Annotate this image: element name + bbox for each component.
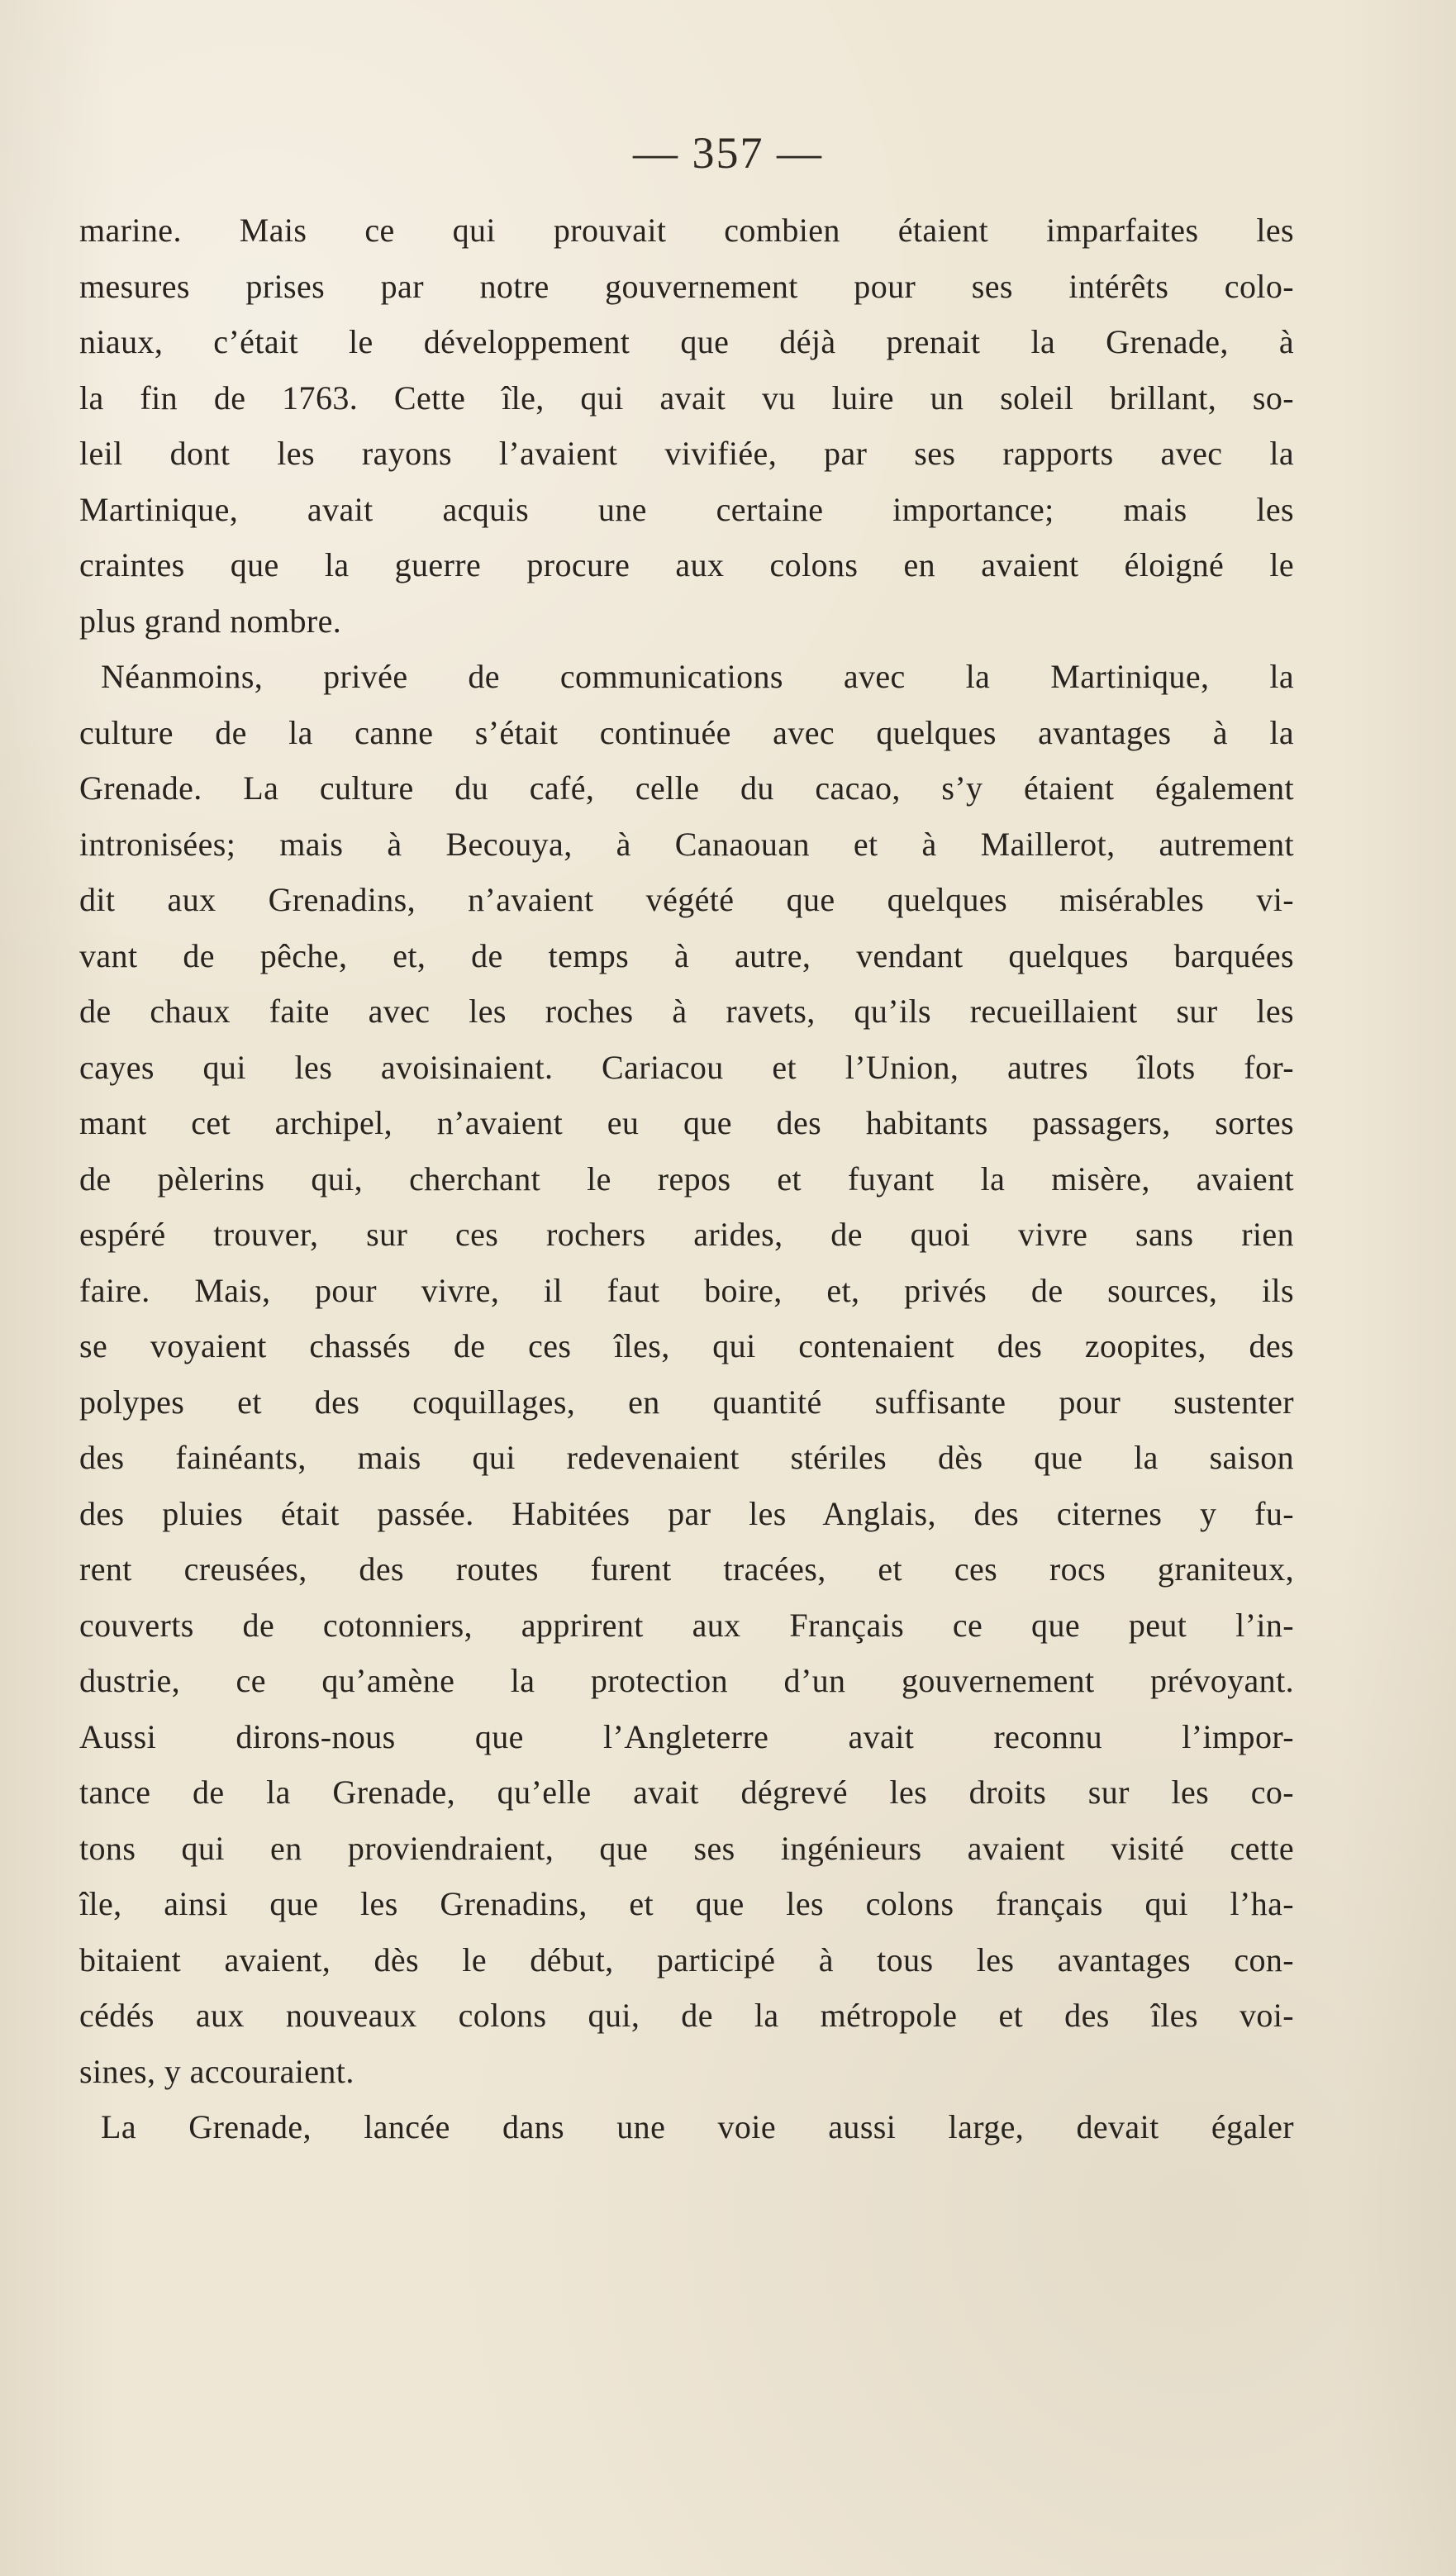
text-line: plus grand nombre. (79, 602, 342, 640)
text-line: se voyaient chassés de ces îles, qui contenaient des zoopites, des (79, 1327, 1294, 1364)
text-line: bitaient avaient, dès le début, participé à tous les avantages con- (79, 1940, 1294, 1978)
text-line: rent creusées, des routes furent tracées, et ces rocs graniteux, (79, 1550, 1294, 1588)
text-line: Néanmoins, privée de communications avec la Martinique, la (101, 658, 1294, 695)
text-line: cédés aux nouveaux colons qui, de la métropole et des îles voi- (79, 1997, 1294, 2034)
text-line: cayes qui les avoisinaient. Cariacou et l’Union, autres îlots for- (79, 1048, 1294, 1086)
text-line: tance de la Grenade, qu’elle avait dégrevé les droits sur les co- (79, 1774, 1294, 1811)
text-line: sines, y accouraient. (79, 2052, 354, 2090)
text-line: culture de la canne s’était continuée avec quelques avantages à la (79, 713, 1294, 751)
text-line: des pluies était passée. Habitées par les Anglais, des citernes y fu- (79, 1494, 1294, 1532)
text-line: Aussi dirons-nous que l’Angleterre avait reconnu l’impor- (79, 1717, 1294, 1755)
page-number: — 357 — (633, 128, 823, 178)
text-line: La Grenade, lancée dans une voie aussi large, devait égaler (101, 2108, 1294, 2145)
text-line: niaux, c’était le développement que déjà prenait la Grenade, à (79, 323, 1294, 360)
text-line: mant cet archipel, n’avaient eu que des habitants passagers, sortes (79, 1104, 1294, 1141)
text-line: polypes et des coquillages, en quantité suffisante pour sustenter (79, 1383, 1294, 1421)
body-text (79, 202, 1294, 2155)
text-line: leil dont les rayons l’avaient vivifiée, par ses rapports avec la (79, 435, 1294, 472)
text-line: mesures prises par notre gouvernement pour ses intérêts colo- (79, 267, 1294, 305)
text-line: des fainéants, mais qui redevenaient stériles dès que la saison (79, 1439, 1294, 1476)
text-line: dit aux Grenadins, n’avaient végété que quelques misérables vi- (79, 881, 1294, 918)
text-line: de pèlerins qui, cherchant le repos et fuyant la misère, avaient (79, 1159, 1294, 1198)
text-line: tons qui en proviendraient, que ses ingénieurs avaient visité cette (79, 1829, 1294, 1867)
text-line: de chaux faite avec les roches à ravets, qu’ils recueillaient sur les (79, 993, 1294, 1030)
text-line: faire. Mais, pour vivre, il faut boire, et, privés de sources, ils (79, 1271, 1294, 1309)
text-line: vant de pêche, et, de temps à autre, vendant quelques barquées (79, 936, 1294, 974)
text-line: Grenade. La culture du café, celle du cacao, s’y étaient également (79, 769, 1294, 807)
text-line: couverts de cotonniers, apprirent aux Français ce que peut l’in- (79, 1606, 1294, 1644)
text-line: craintes que la guerre procure aux colons en avaient éloigné le (79, 546, 1294, 583)
text-line: île, ainsi que les Grenadins, et que les colons français qui l’ha- (79, 1885, 1294, 1922)
text-line: la fin de 1763. Cette île, qui avait vu luire un soleil brillant, so- (79, 379, 1294, 417)
text-line: intronisées; mais à Becouya, à Canaouan et à Maillerot, autrement (79, 825, 1294, 863)
text-line: espéré trouver, sur ces rochers arides, de quoi vivre sans rien (79, 1216, 1294, 1253)
text-line: dustrie, ce qu’amène la protection d’un gouvernement prévoyant. (79, 1662, 1294, 1699)
text-line: marine. Mais ce qui prouvait combien étaient imparfaites les (79, 212, 1294, 249)
text-line: Martinique, avait acquis une certaine importance; mais les (79, 490, 1294, 528)
